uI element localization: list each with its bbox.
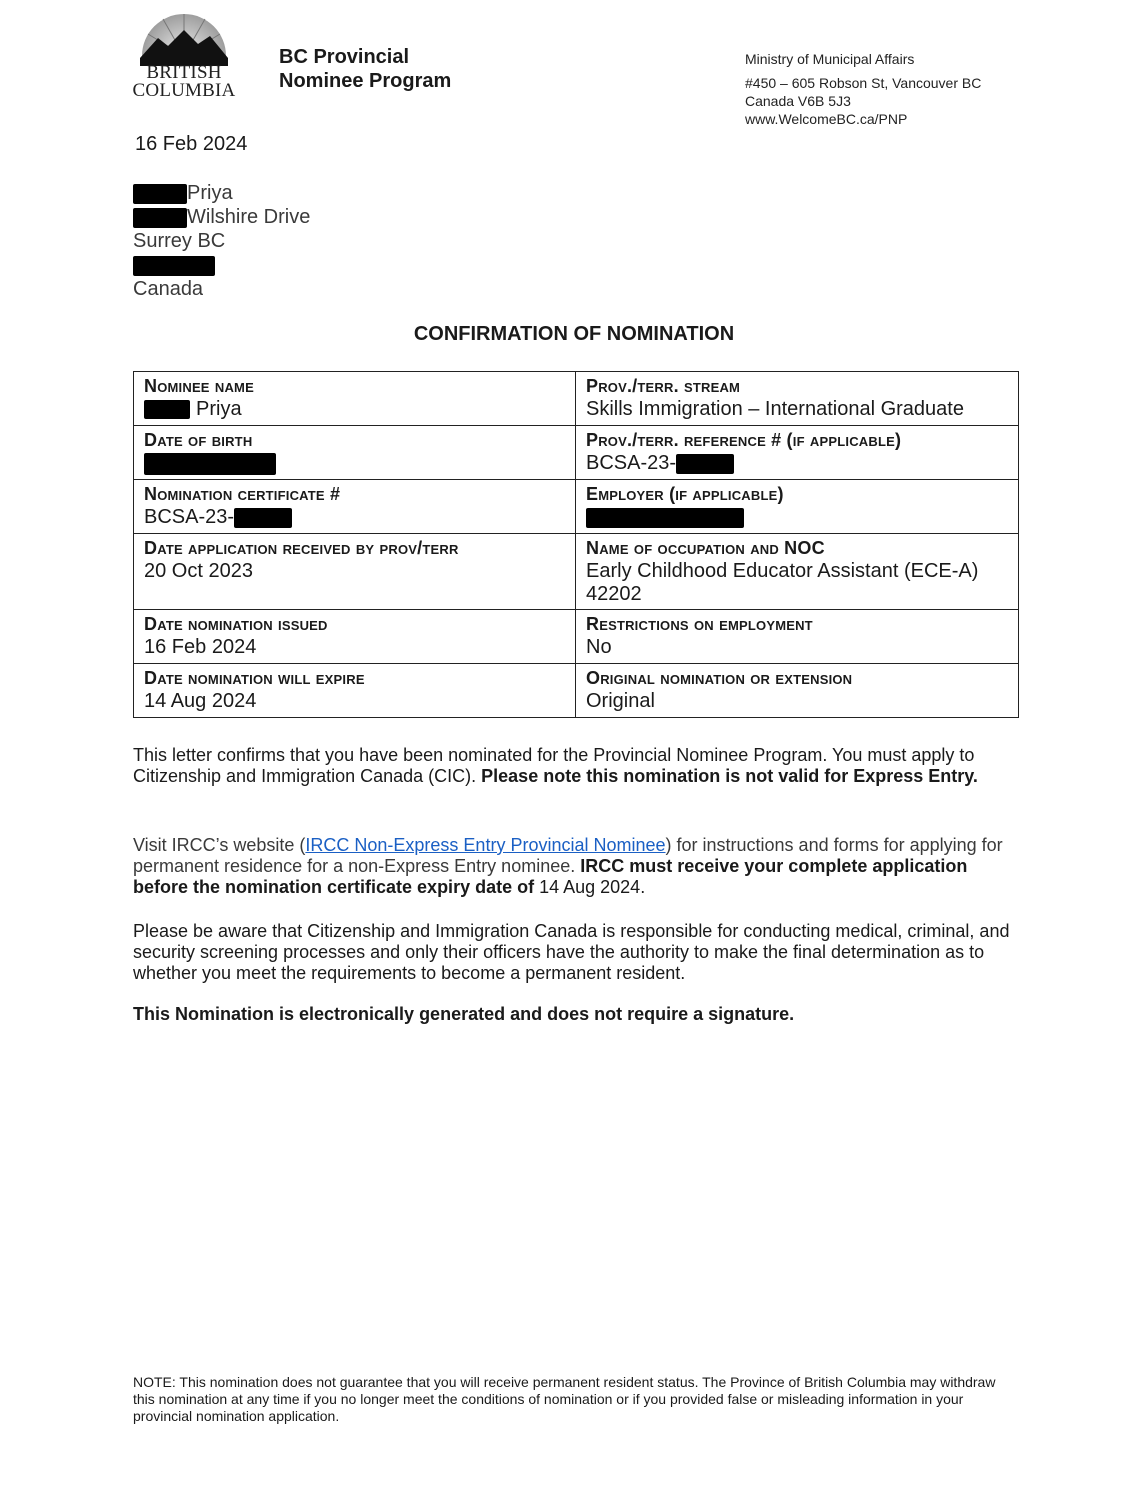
- bc-sun-mountain-icon: [128, 8, 240, 66]
- ministry-address1: #450 – 605 Robson St, Vancouver BC: [745, 75, 982, 91]
- nominee-name-value-line: [144, 398, 565, 421]
- employer-label: Employer (if applicable): [586, 484, 784, 504]
- restrictions-value: No: [586, 636, 612, 658]
- redaction-bar: [133, 256, 215, 276]
- employer-value-line: [586, 506, 1008, 529]
- reference-value: BCSA-23-: [586, 452, 677, 474]
- received-value: 20 Oct 2023: [144, 560, 253, 582]
- issued-label: Date nomination issued: [144, 614, 328, 634]
- p2-pre: Visit IRCC’s website (: [133, 835, 306, 855]
- ministry-name: Ministry of Municipal Affairs: [745, 51, 915, 67]
- recipient-street: Wilshire Drive: [187, 206, 311, 228]
- paragraph-ircc: [133, 835, 1018, 898]
- recipient-address: [133, 181, 310, 301]
- recipient-street-line: [133, 205, 310, 229]
- occupation-value: Early Childhood Educator Assistant (ECE-A): [586, 560, 979, 582]
- recipient-name-line: [133, 181, 310, 205]
- table-row: [134, 372, 1019, 426]
- paragraph-confirmation: [133, 745, 1018, 787]
- dob-label: Date of birth: [144, 430, 253, 450]
- redaction-bar: [234, 508, 292, 528]
- table-row: [134, 480, 1019, 534]
- nominee-name-value: Priya: [196, 398, 242, 420]
- p1-bold: Please note this nomination is not valid for Express Entry.: [481, 766, 978, 786]
- table-row: [134, 610, 1019, 664]
- document-title: CONFIRMATION OF NOMINATION: [413, 323, 735, 345]
- reference-value-line: [586, 452, 1008, 475]
- redaction-bar: [133, 184, 187, 204]
- table-row: [134, 426, 1019, 480]
- redaction-bar: [144, 453, 276, 475]
- footer-note: NOTE: This nomination does not guarantee that you will receive permanent resident status. The Province of British Columbia may withdraw this nomination at any time if you no longer meet the conditions of nomination or if you provided false or misleading information in your provincial nomination application.: [133, 1374, 996, 1424]
- p2-mid: ) for instructions and forms for applying for permanent residence for a non-Express Entry nominee.: [133, 835, 1003, 876]
- issued-cell: [134, 610, 576, 664]
- ministry-address: [745, 50, 981, 128]
- reference-label: Prov./terr. reference # (if applicable): [586, 430, 902, 450]
- certificate-cell: [134, 480, 576, 534]
- expire-cell: [134, 664, 576, 718]
- received-label: Date application received by prov/terr: [144, 538, 459, 558]
- recipient-postal-line: [133, 253, 310, 277]
- certificate-value-line: [144, 506, 565, 529]
- program-line1: BC Provincial: [279, 46, 410, 68]
- occupation-label: Name of occupation and NOC: [586, 538, 825, 558]
- p2-date: 14 Aug 2024.: [534, 877, 646, 897]
- employer-cell: [576, 480, 1019, 534]
- p2-bold: IRCC must receive your complete application before the nomination certificate expiry date of: [133, 856, 968, 897]
- redaction-bar: [133, 208, 187, 228]
- logo-word-columbia: COLUMBIA: [132, 80, 236, 101]
- redaction-bar: [586, 508, 744, 528]
- program-line2: Nominee Program: [279, 70, 452, 92]
- dob-cell: [134, 426, 576, 480]
- occupation-cell: [576, 534, 1019, 610]
- restrictions-cell: [576, 610, 1019, 664]
- redaction-bar: [144, 400, 190, 419]
- recipient-name: Priya: [187, 182, 233, 204]
- nomination-details-table: [133, 371, 1019, 718]
- nominee-name-label: Nominee name: [144, 376, 254, 396]
- letter-date: 16 Feb 2024: [135, 133, 248, 155]
- paragraph-screening: Please be aware that Citizenship and Immigration Canada is responsible for conducting medical, criminal, and security screening processes and only their officers have the authority to make the final determination as to whether you meet the requirements to become a permanent resident.: [133, 921, 1010, 983]
- ministry-website: www.WelcomeBC.ca/PNP: [745, 111, 908, 127]
- stream-value: Skills Immigration – International Graduate: [586, 398, 964, 420]
- original-label: Original nomination or extension: [586, 668, 853, 688]
- expire-value: 14 Aug 2024: [144, 690, 257, 712]
- expire-label: Date nomination will expire: [144, 668, 365, 688]
- recipient-country: Canada: [133, 278, 204, 300]
- table-row: [134, 664, 1019, 718]
- original-value: Original: [586, 690, 655, 712]
- restrictions-label: Restrictions on employment: [586, 614, 813, 634]
- ministry-address2: Canada V6B 5J3: [745, 93, 851, 109]
- certificate-label: Nomination certificate #: [144, 484, 341, 504]
- bc-logo: [128, 8, 240, 104]
- recipient-city: Surrey BC: [133, 230, 226, 252]
- certificate-value: BCSA-23-: [144, 506, 235, 528]
- p1-text: This letter confirms that you have been nominated for the Provincial Nominee Program. You must apply to Citizenship and Immigration Canada (CIC).: [133, 745, 975, 786]
- issued-value: 16 Feb 2024: [144, 636, 257, 658]
- received-cell: [134, 534, 576, 610]
- ircc-link[interactable]: IRCC Non-Express Entry Provincial Nominee: [305, 835, 666, 855]
- paragraph-electronic: This Nomination is electronically generated and does not require a signature.: [133, 1004, 795, 1024]
- nominee-name-cell: [134, 372, 576, 426]
- table-row: [134, 534, 1019, 610]
- occupation-noc: 42202: [586, 583, 642, 605]
- redaction-bar: [676, 454, 734, 474]
- stream-cell: [576, 372, 1019, 426]
- dob-value-line: [144, 452, 565, 475]
- logo-word-british: BRITISH: [146, 62, 222, 83]
- program-name: [279, 45, 451, 93]
- original-cell: [576, 664, 1019, 718]
- reference-cell: [576, 426, 1019, 480]
- stream-label: Prov./terr. stream: [586, 376, 741, 396]
